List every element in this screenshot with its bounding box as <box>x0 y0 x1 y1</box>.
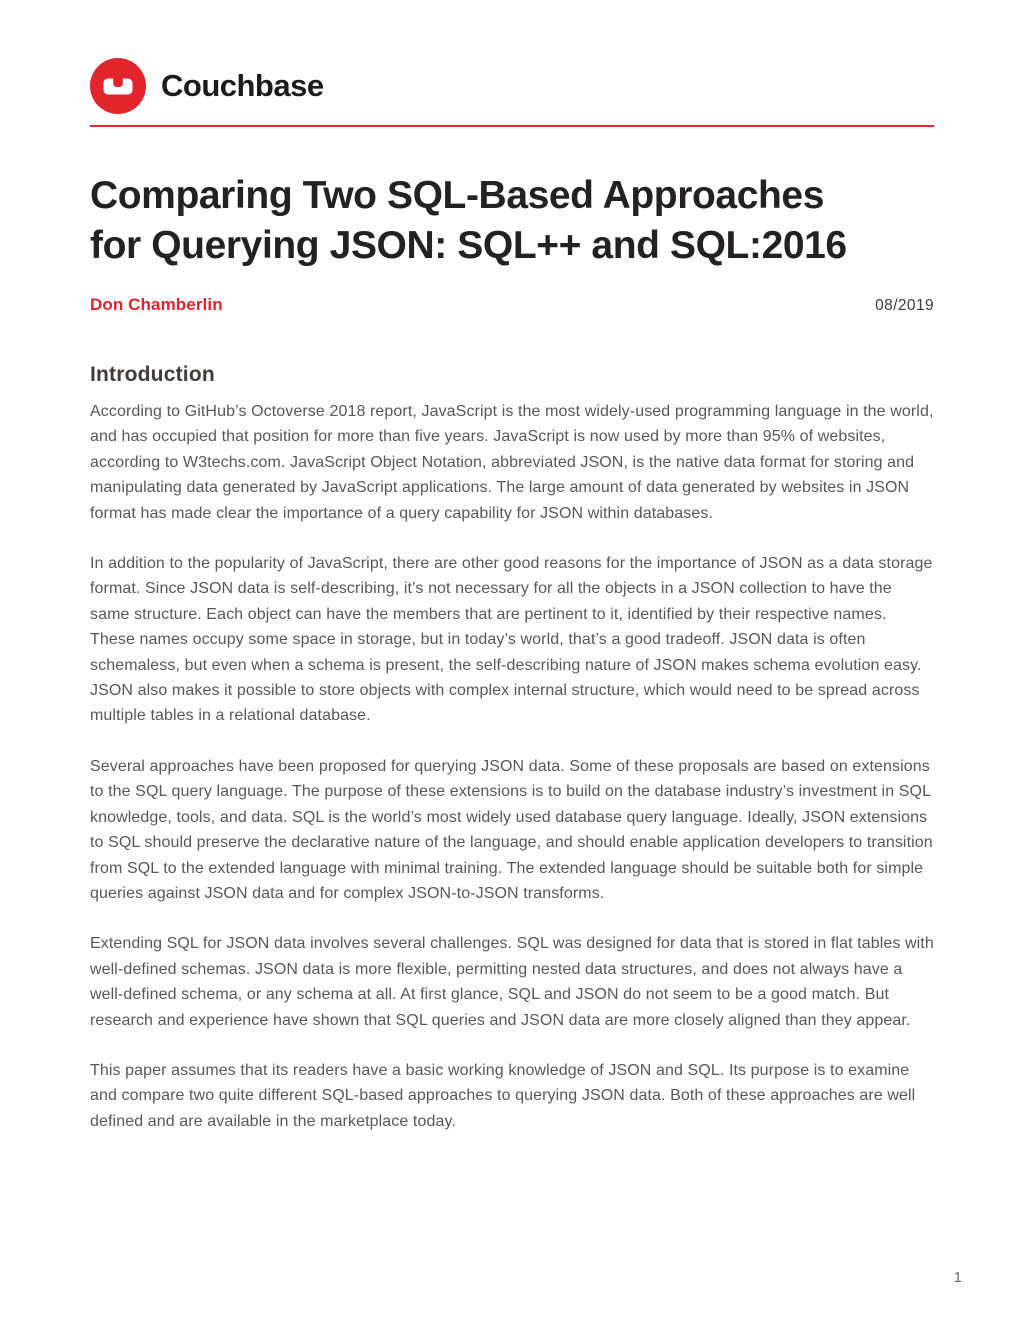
byline <box>90 295 934 315</box>
paragraph-3: Several approaches have been proposed for querying JSON data. Some of these proposals are based on extensions to the SQL query language. The purpose of these extensions is to build on the database industry’s investment in SQL knowledge, tools, and data. SQL is the world’s most widely used database query language. Ideally, JSON extensions to SQL should preserve the declarative nature of the language, and should enable application developers to transition from SQL to the extended language with minimal training. The extended language should be suitable both for simple queries against JSON data and for complex JSON-to-JSON transforms. <box>90 757 933 902</box>
author-name: Don Chamberlin <box>90 295 223 314</box>
document-title <box>90 171 934 271</box>
publish-date: 08/2019 <box>875 297 934 314</box>
title-line-2: for Querying JSON: SQL++ and SQL:2016 <box>90 224 847 267</box>
brand-header <box>90 0 934 114</box>
paragraph-5: This paper assumes that its readers have a basic working knowledge of JSON and SQL. Its purpose is to examine and compare two quite different SQL-based approaches to querying JSON data. Both of these approaches are well defined and are available in the marketplace today. <box>90 1061 916 1130</box>
page-number: 1 <box>953 1269 962 1286</box>
brand-name: Couchbase <box>161 68 324 103</box>
paragraph-2: In addition to the popularity of JavaScript, there are other good reasons for the importance of JSON as a data storage format. Since JSON data is self-describing, it’s not necessary for all the objects in a JSON collection to have the same structure. Each object can have the members that are pertinent to it, identified by their respective names. These names occupy some space in storage, but in today’s world, that’s a good tradeoff. JSON data is often schemaless, but even when a schema is present, the self-describing nature of JSON makes schema evolution easy. JSON also makes it possible to store objects with complex internal structure, which would need to be spread across multiple tables in a relational database. <box>90 555 933 725</box>
document-body <box>90 171 934 1134</box>
header-divider <box>90 125 934 127</box>
paragraph-1: According to GitHub’s Octoverse 2018 report, JavaScript is the most widely-used programming language in the world, and has occupied that position for more than five years. JavaScript is now used by more than 95% of websites, according to W3techs.com. JavaScript Object Notation, abbreviated JSON, is the native data format for storing and manipulating data generated by JavaScript applications. The large amount of data generated by websites in JSON format has made clear the importance of a query capability for JSON within databases. <box>90 403 934 522</box>
paragraph-4: Extending SQL for JSON data involves several challenges. SQL was designed for data that is stored in flat tables with well-defined schemas. JSON data is more flexible, permitting nested data structures, and does not always have a well-defined schema, or any schema at all. At first glance, SQL and JSON do not seem to be a good match. But research and experience have shown that SQL queries and JSON data are more closely aligned than they appear. <box>90 935 934 1029</box>
couchbase-logo-icon <box>90 58 146 114</box>
document-header <box>90 0 934 127</box>
title-line-1: Comparing Two SQL-Based Approaches <box>90 174 824 217</box>
section-heading-introduction: Introduction <box>90 363 215 386</box>
